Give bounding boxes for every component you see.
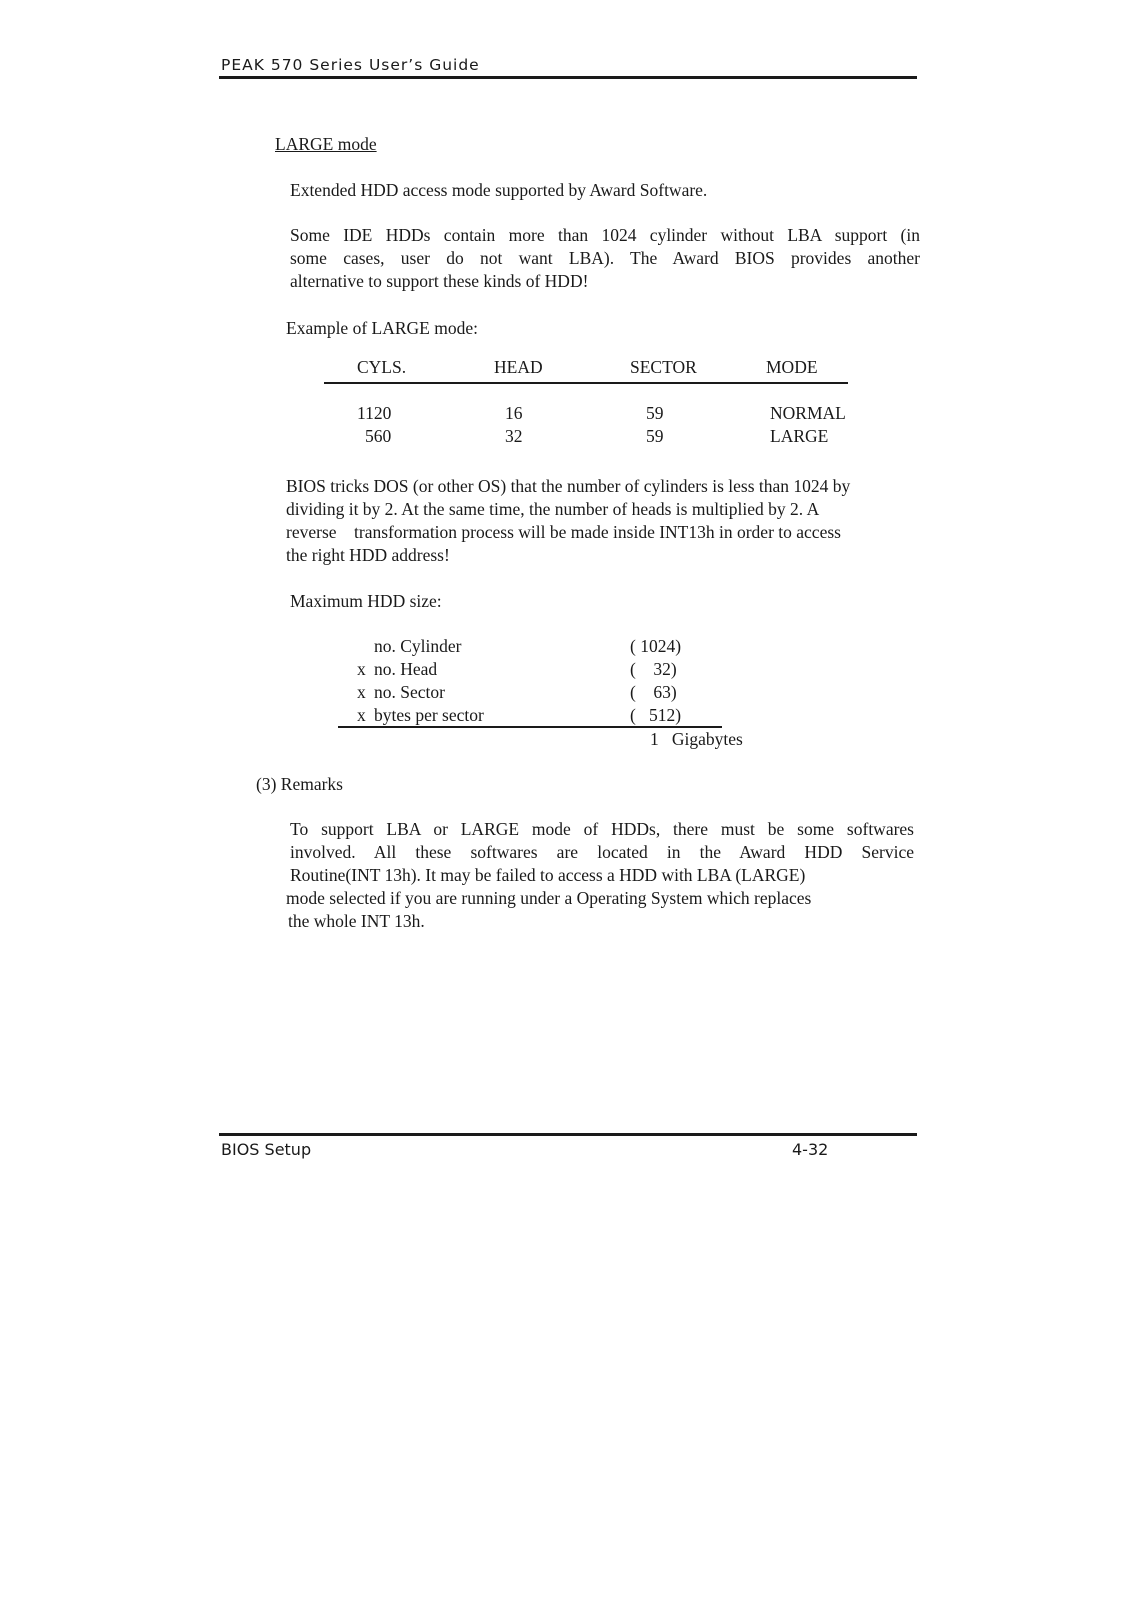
paragraph-line: To support LBA or LARGE mode of HDDs, there must be some softwares (290, 819, 914, 839)
table-cell: 59 (646, 403, 664, 423)
calc-label: no. Head (374, 659, 438, 679)
paragraph-ide-hdds (290, 224, 920, 293)
paragraph-example: Example of LARGE mode: (286, 318, 478, 338)
calc-value: ( 63) (630, 682, 677, 702)
table-header-cyls: CYLS. (357, 357, 407, 377)
table-cell: 1120 (357, 403, 392, 423)
section-heading: LARGE mode (275, 134, 377, 154)
table-header-mode: MODE (766, 357, 818, 377)
table-cell: NORMAL (770, 403, 846, 423)
paragraph-remarks (286, 818, 914, 933)
table-cell: 32 (505, 426, 523, 446)
calc-operator: x (357, 705, 366, 725)
footer-section-name: BIOS Setup (221, 1140, 312, 1159)
table-cell: 560 (365, 426, 392, 446)
paragraph-line: the right HDD address! (286, 545, 450, 565)
page-header-title: PEAK 570 Series User’s Guide (221, 56, 480, 74)
paragraph-line: some cases, user do not want LBA). The Award BIOS provides another (290, 248, 920, 268)
table-cell: 59 (646, 426, 664, 446)
footer-rule (219, 1133, 917, 1136)
table-header-sector: SECTOR (630, 357, 697, 377)
page-number: 4-32 (792, 1140, 829, 1159)
calc-operator: x (357, 659, 366, 679)
calc-label: bytes per sector (374, 705, 484, 725)
table-cell: 16 (505, 403, 523, 423)
calc-operator: x (357, 682, 366, 702)
calc-label: no. Sector (374, 682, 445, 702)
paragraph-line: mode selected if you are running under a Operating System which replaces (286, 888, 812, 908)
calc-label: no. Cylinder (374, 636, 462, 656)
paragraph-line: dividing it by 2. At the same time, the number of heads is multiplied by 2. A (286, 499, 820, 519)
calc-value: ( 512) (630, 705, 682, 725)
calc-value: ( 32) (630, 659, 677, 679)
paragraph-extended: Extended HDD access mode supported by Award Software. (290, 180, 708, 200)
paragraph-line: Some IDE HDDs contain more than 1024 cylinder without LBA support (in (290, 225, 920, 245)
paragraph-line: involved. All these softwares are located in the Award HDD Service (290, 842, 914, 862)
paragraph-line: the whole INT 13h. (288, 911, 425, 931)
table-header-rule (324, 382, 848, 384)
paragraph-bios-tricks (286, 475, 926, 567)
calc-value: ( 1024) (630, 636, 682, 656)
paragraph-line: Routine(INT 13h). It may be failed to access a HDD with LBA (LARGE) (290, 865, 806, 885)
remarks-heading: (3) Remarks (256, 774, 343, 794)
header-rule (219, 76, 917, 79)
paragraph-max-size: Maximum HDD size: (290, 591, 442, 611)
table-cell: LARGE (770, 426, 829, 446)
paragraph-line: reverse transformation process will be made inside INT13h in order to access (286, 522, 841, 542)
paragraph-line: BIOS tricks DOS (or other OS) that the number of cylinders is less than 1024 by (286, 476, 851, 496)
calc-result: 1 Gigabytes (650, 729, 743, 749)
table-header-head: HEAD (494, 357, 543, 377)
paragraph-line: alternative to support these kinds of HDD! (290, 271, 589, 291)
